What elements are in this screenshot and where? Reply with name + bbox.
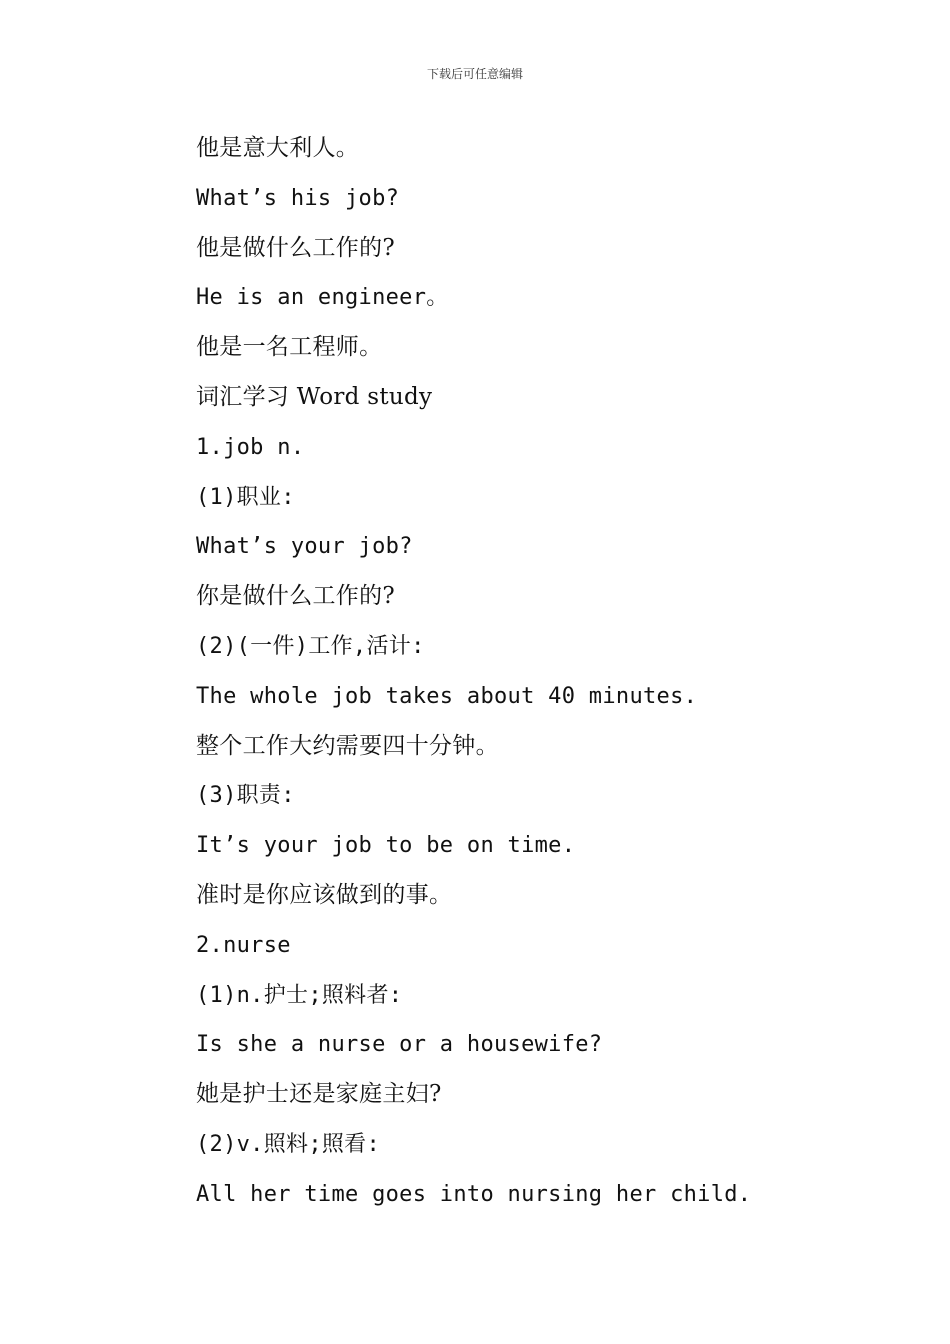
text-line: What’s your job? bbox=[196, 534, 413, 560]
text-line: (2)v.照料;照看: bbox=[196, 1131, 381, 1157]
text-line: 2.nurse bbox=[196, 932, 291, 958]
text-line: 1.job n. bbox=[196, 434, 305, 460]
document-body bbox=[196, 124, 896, 1220]
text-line: 整个工作大约需要四十分钟。 bbox=[196, 732, 499, 759]
text-line: (1)职业: bbox=[196, 484, 295, 510]
text-line: What’s his job? bbox=[196, 185, 400, 211]
text-line: He is an engineer。 bbox=[196, 285, 449, 311]
text-line: 准时是你应该做到的事。 bbox=[196, 881, 453, 908]
text-line: All her time goes into nursing her child. bbox=[196, 1181, 752, 1207]
text-line: Is she a nurse or a housewife? bbox=[196, 1032, 603, 1058]
text-line: 你是做什么工作的? bbox=[196, 583, 396, 610]
page-header: 下载后可任意编辑 bbox=[426, 67, 523, 81]
text-line: It’s your job to be on time. bbox=[196, 833, 576, 859]
text-line: (3)职责: bbox=[196, 783, 295, 809]
text-line: 她是护士还是家庭主妇? bbox=[196, 1081, 442, 1108]
text-line: (1)n.护士;照料者: bbox=[196, 982, 403, 1008]
text-line: 他是一名工程师。 bbox=[196, 334, 383, 361]
text-line: 他是做什么工作的? bbox=[196, 234, 396, 261]
text-line: 他是意大利人。 bbox=[196, 135, 360, 161]
text-line: The whole job takes about 40 minutes. bbox=[196, 683, 698, 709]
text-line: (2)(一件)工作,活计: bbox=[196, 633, 425, 659]
section-heading: 词汇学习 Word study bbox=[196, 383, 433, 410]
